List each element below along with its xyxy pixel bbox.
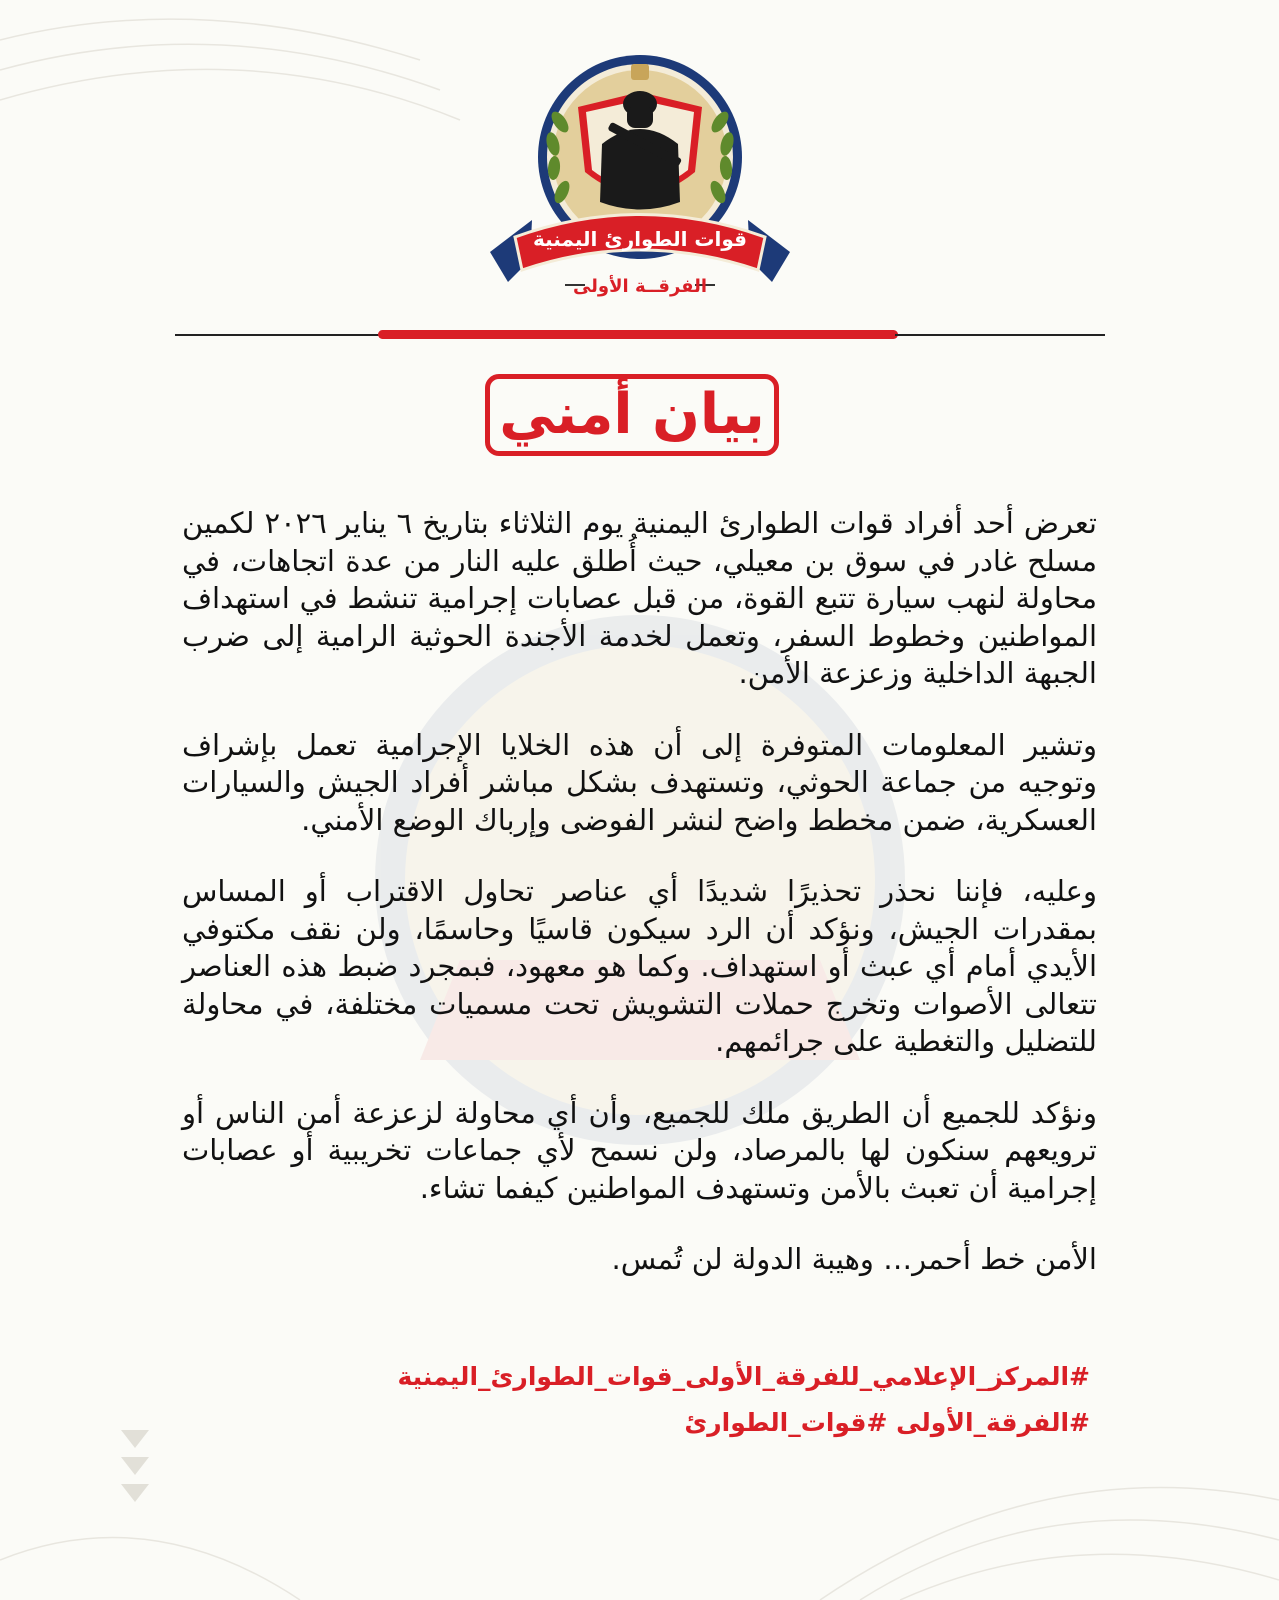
divider-accent xyxy=(378,330,898,339)
paragraph-2: وتشير المعلومات المتوفرة إلى أن هذه الخلايا الإجرامية تعمل بإشراف وتوجيه من جماعة الحوثي، وتستهدف بشكل مباشر أفراد الجيش والسيارات العسكرية، ضمن مخطط واضح لنشر الفوضى وإرباك الوضع الأمني. xyxy=(182,727,1097,837)
statement-body xyxy=(182,505,1097,1279)
banner-text: قوات الطوارئ اليمنية xyxy=(533,227,747,251)
state-emblem-icon xyxy=(631,64,649,80)
page-title: بيان أمني xyxy=(499,382,765,447)
paragraph-1: تعرض أحد أفراد قوات الطوارئ اليمنية يوم الثلاثاء بتاريخ ٦ يناير ٢٠٢٦ لكمين مسلح غادر في سوق بن معيلي، حيث أُطلق عليه النار من عدة اتجاهات، في محاولة لنهب سيارة تتبع القوة، من قبل عصابات إجرامية تنشط في استهداف المواطنين وخطوط السفر، وتعمل لخدمة الأجندة الحوثية الرامية إلى ضرب الجبهة الداخلية وزعزعة الأمن. xyxy=(182,506,1097,690)
paragraph-4: ونؤكد للجميع أن الطريق ملك للجميع، وأن أي محاولة لزعزعة أمن الناس أو ترويعهم سنكون لها بالمرصاد، ولن نسمح لأي جماعات تخريبية أو عصابات إجرامية أن تعبث بالأمن وتستهدف المواطنين كيفما تشاء. xyxy=(182,1095,1097,1205)
hashtag-line-2: #الفرقة_الأولى #قوات_الطوارئ xyxy=(684,1408,1090,1437)
closing-line: الأمن خط أحمر… وهيبة الدولة لن تُمس. xyxy=(611,1242,1097,1276)
divider-line-right xyxy=(895,334,1105,336)
hashtags xyxy=(397,1354,1090,1446)
statement-title-box xyxy=(485,374,779,456)
hashtag-line-1: #المركز_الإعلامي_للفرقة_الأولى_قوات_الطوارئ_اليمنية xyxy=(397,1362,1090,1391)
forces-emblem-logo xyxy=(490,52,790,322)
ribbon-banner xyxy=(490,215,790,283)
chevron-down-icon xyxy=(118,1428,152,1508)
divider-line-left xyxy=(175,334,380,336)
paragraph-3: وعليه، فإننا نحذر تحذيرًا شديدًا أي عناصر تحاول الاقتراب أو المساس بمقدرات الجيش، ونؤكد أن الرد سيكون قاسيًا وحاسمًا، ولن نقف مكتوفي الأيدي أمام أي عبث أو استهداف. وكما هو معهود، فبمجرد ضبط هذه العناصر تتعالى الأصوات وتخرج حملات التشويش تحت مسميات مختلفة، في محاولة للتضليل والتغطية على جرائمهم. xyxy=(182,874,1097,1058)
division-text: الفرقــة الأولى xyxy=(572,276,708,297)
